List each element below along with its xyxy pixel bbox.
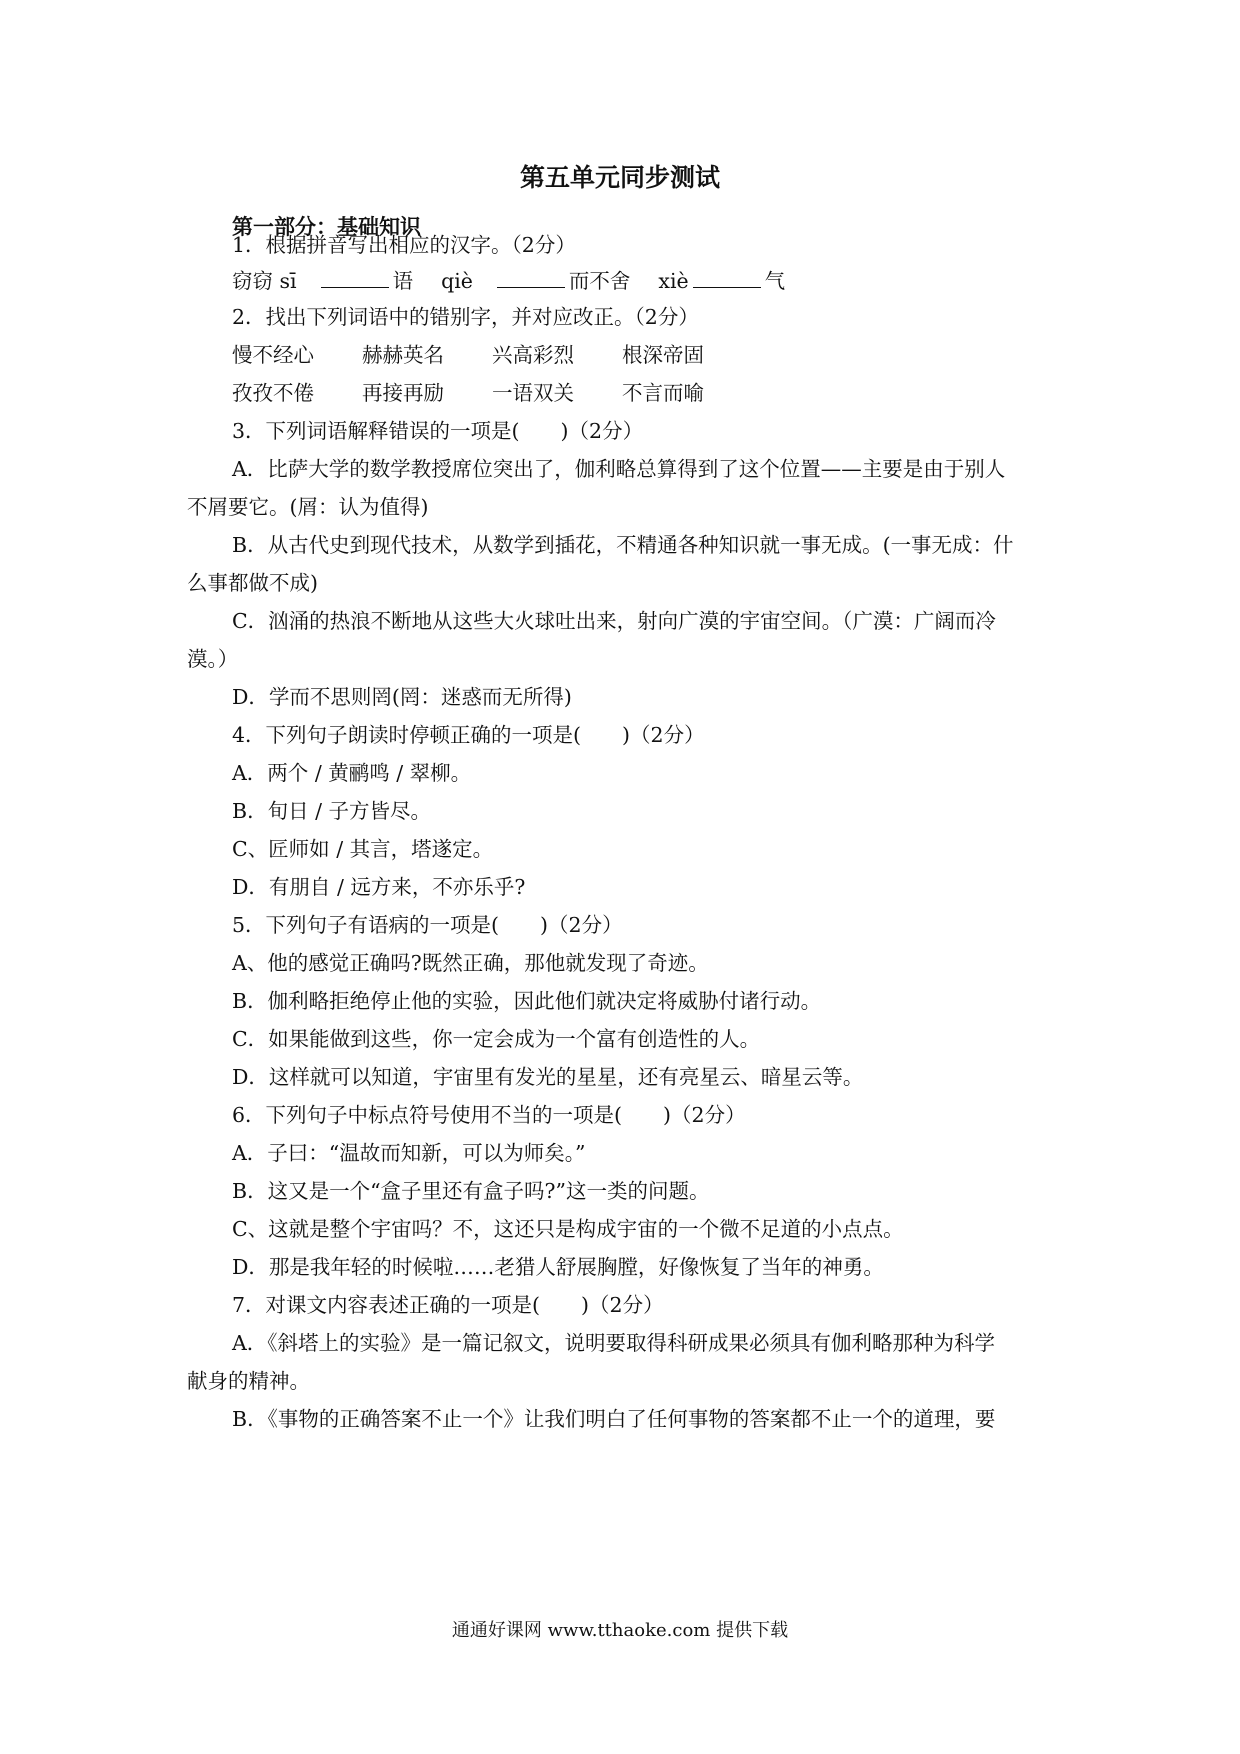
question-2-stem: 2．找出下列词语中的错别字，并对应改正。（2分） [232,305,699,329]
option-b-line-1: B．《事物的正确答案不止一个》让我们明白了任何事物的答案都不止一个的道理，要 [232,1407,996,1431]
word: 不言而喻 [622,381,704,405]
option-a: A．子曰：“温故而知新，可以为师矣。” [232,1141,586,1165]
question-3-stem: 3．下列词语解释错误的一项是( )（2分） [232,419,644,443]
answer-blank-1 [321,269,389,288]
option-b: B．伽利略拒绝停止他的实验，因此他们就决定将威胁付诸行动。 [232,989,822,1013]
option-a: A、他的感觉正确吗?既然正确，那他就发现了奇迹。 [232,951,709,975]
page-title: 第五单元同步测试 [519,163,720,192]
option-d: D．这样就可以知道，宇宙里有发光的星星，还有亮星云、暗星云等。 [232,1065,864,1089]
option-c-line-1: C．汹涌的热浪不断地从这些大火球吐出来，射向广漠的宇宙空间。（广漠：广阔而冷 [232,609,996,633]
option-c: C、匠师如 / 其言，塔遂定。 [232,837,494,861]
section-heading: 第一部分：基础知识 [232,215,421,239]
pinyin-item-1: 窃窃 sī [232,269,297,293]
word: 再接再励 [362,381,444,405]
option-a-line-1: A．《斜塔上的实验》是一篇记叙文，说明要取得科研成果必须具有伽利略那种为科学 [232,1331,996,1355]
option-b: B．旬日 / 子方皆尽。 [232,799,432,823]
question-6-stem: 6．下列句子中标点符号使用不当的一项是( )（2分） [232,1103,746,1127]
option-d: D．有朋自 / 远方来，不亦乐乎? [232,875,526,899]
word: 赫赫英名 [362,343,444,367]
question-7-stem: 7．对课文内容表述正确的一项是( )（2分） [232,1293,664,1317]
question-4-stem: 4．下列句子朗读时停顿正确的一项是( )（2分） [232,723,705,747]
option-c: C、这就是整个宇宙吗？不，这还只是构成宇宙的一个微不足道的小点点。 [232,1217,904,1241]
word: 孜孜不倦 [232,381,314,405]
question-1-items [232,267,785,295]
question-5-stem: 5．下列句子有语病的一项是( )（2分） [232,913,623,937]
word-row-2 [232,379,704,407]
word: 慢不经心 [232,343,314,367]
option-d: D．学而不思则罔(罔：迷惑而无所得) [232,685,572,709]
option-a-line-2: 不屑要它。(屑：认为值得) [187,495,429,519]
option-c-line-2: 漠。） [187,647,239,671]
pinyin-item-2: qiè [441,269,473,293]
pinyin-item-3-tail: 气 [764,269,786,293]
word-row-1 [232,341,704,369]
pinyin-item-2-tail: 而不舍 [568,269,631,293]
word: 兴高彩烈 [492,343,574,367]
answer-blank-2 [497,269,565,288]
word: 根深帝固 [622,343,704,367]
option-b: B．这又是一个“盒子里还有盒子吗?”这一类的问题。 [232,1179,710,1203]
word: 一语双关 [492,381,574,405]
answer-blank-3 [693,269,761,288]
option-b-line-2: 么事都做不成) [187,571,318,595]
page-footer: 通通好课网 www.tthaoke.com 提供下载 [451,1620,789,1641]
option-c: C．如果能做到这些，你一定会成为一个富有创造性的人。 [232,1027,761,1051]
pinyin-item-1-tail: 语 [392,269,414,293]
pinyin-item-3: xiè [658,269,689,293]
option-a: A．两个 / 黄鹂鸣 / 翠柳。 [232,761,472,785]
option-b-line-1: B．从古代史到现代技术，从数学到插花，不精通各种知识就一事无成。(一事无成：什 [232,533,1014,557]
question-1-stem: 1．根据拼音写出相应的汉字。（2分） [232,233,576,257]
option-a-line-2: 献身的精神。 [187,1369,310,1393]
option-a-line-1: A．比萨大学的数学教授席位突出了，伽利略总算得到了这个位置——主要是由于别人 [232,457,1006,481]
option-d: D．那是我年轻的时候啦……老猎人舒展胸膛，好像恢复了当年的神勇。 [232,1255,884,1279]
